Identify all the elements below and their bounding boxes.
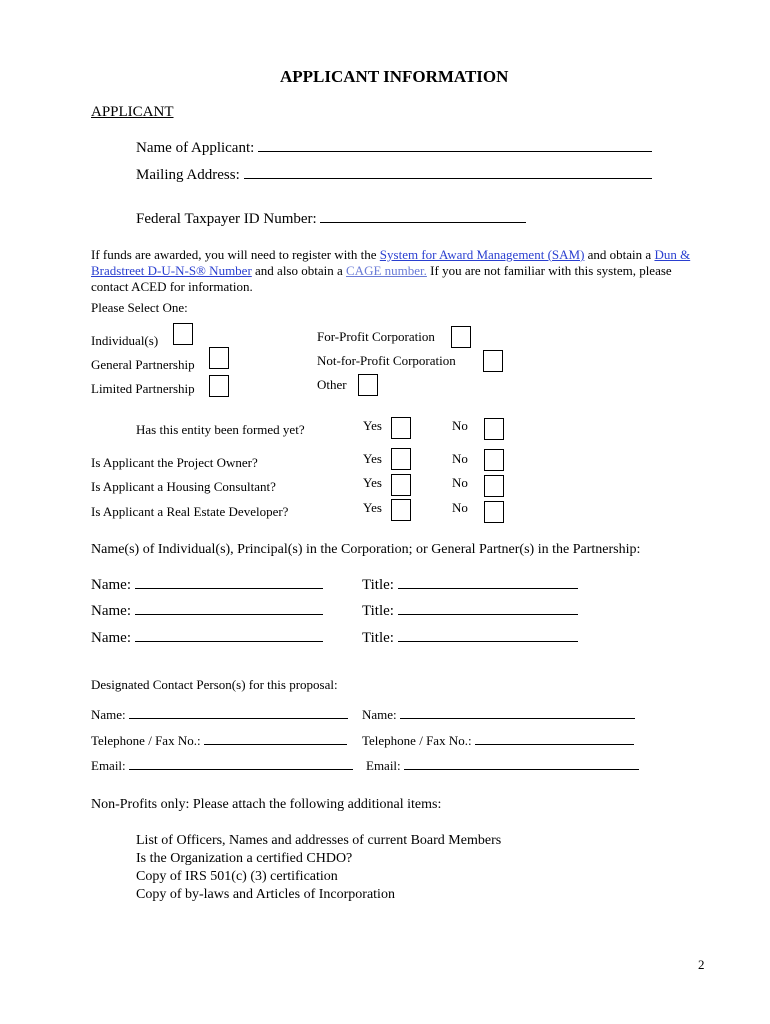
principal-name-field[interactable]: [135, 577, 323, 589]
principal-title-field[interactable]: [398, 603, 578, 615]
other-checkbox[interactable]: [358, 374, 378, 396]
project-owner-no-checkbox[interactable]: [484, 449, 504, 471]
limited-partnership-label: Limited Partnership: [91, 381, 195, 396]
principal-name-label: Name:: [91, 577, 131, 593]
contact-phone-label: Telephone / Fax No.:: [362, 733, 472, 748]
formed-no-checkbox[interactable]: [484, 418, 504, 440]
contact-name-row-1: [91, 707, 348, 723]
principal-name-field[interactable]: [135, 630, 323, 642]
sam-link[interactable]: System for Award Management (SAM): [379, 247, 585, 262]
principal-row-1: [91, 577, 323, 594]
name-of-applicant-label: Name of Applicant:: [136, 140, 255, 156]
name-of-applicant-row: [136, 140, 652, 157]
contact-name-label: Name:: [362, 707, 397, 722]
contact-name-field[interactable]: [400, 707, 635, 719]
general-partnership-label: General Partnership: [91, 357, 195, 372]
housing-consultant-yes-checkbox[interactable]: [391, 474, 411, 496]
limited-partnership-checkbox[interactable]: [209, 375, 229, 397]
formed-yes-checkbox[interactable]: [391, 417, 411, 439]
principal-title-row-3: [362, 630, 578, 647]
federal-taxpayer-id-row: [136, 211, 526, 228]
question-housing-consultant: Is Applicant a Housing Consultant?: [91, 479, 276, 494]
for-profit-label: For-Profit Corporation: [317, 329, 435, 344]
contact-phone-row-1: [91, 733, 347, 749]
principal-title-field[interactable]: [398, 577, 578, 589]
contact-phone-label: Telephone / Fax No.:: [91, 733, 201, 748]
contact-email-label: Email:: [366, 758, 401, 773]
contact-name-row-2: [362, 707, 635, 723]
question-project-owner: Is Applicant the Project Owner?: [91, 455, 258, 470]
principal-row-2: [91, 603, 323, 620]
for-profit-checkbox[interactable]: [451, 326, 471, 348]
yes-label: Yes: [363, 451, 382, 466]
mailing-address-field[interactable]: [244, 167, 652, 179]
principals-heading: Name(s) of Individual(s), Principal(s) in the Corporation; or General Partner(s) in the Partnership:: [91, 542, 641, 557]
yes-label: Yes: [363, 500, 382, 515]
not-for-profit-checkbox[interactable]: [483, 350, 503, 372]
principal-title-label: Title:: [362, 630, 394, 646]
no-label: No: [452, 418, 468, 433]
name-of-applicant-field[interactable]: [258, 140, 652, 152]
individuals-label: Individual(s): [91, 333, 159, 348]
mailing-address-row: [136, 167, 652, 184]
general-partnership-checkbox[interactable]: [209, 347, 229, 369]
question-formed: Has this entity been formed yet?: [136, 422, 305, 437]
principal-title-label: Title:: [362, 577, 394, 593]
yes-label: Yes: [363, 418, 382, 433]
registration-paragraph: If funds are awarded, you will need to register with the System for Award Management (SAM) and obtain a Dun & Bradstreet D-U-N-S® Number and also obtain a CAGE number. If you are not familiar with this system, please contact ACED for information.: [91, 247, 691, 294]
real-estate-developer-yes-checkbox[interactable]: [391, 499, 411, 521]
federal-taxpayer-id-field[interactable]: [320, 211, 526, 223]
nonprofit-item: Copy of IRS 501(c) (3) certification: [136, 869, 338, 884]
principal-name-field[interactable]: [135, 603, 323, 615]
real-estate-developer-no-checkbox[interactable]: [484, 501, 504, 523]
contact-heading: Designated Contact Person(s) for this proposal:: [91, 677, 338, 692]
nonprofit-item: List of Officers, Names and addresses of current Board Members: [136, 833, 502, 848]
contact-email-row-2: [366, 758, 639, 774]
page-number: 2: [698, 957, 705, 972]
nonprofit-item: Copy of by-laws and Articles of Incorporation: [136, 887, 395, 902]
principal-row-3: [91, 630, 323, 647]
principal-title-row-1: [362, 577, 578, 594]
question-real-estate-developer: Is Applicant a Real Estate Developer?: [91, 504, 289, 519]
principal-name-label: Name:: [91, 630, 131, 646]
individuals-checkbox[interactable]: [173, 323, 193, 345]
contact-name-label: Name:: [91, 707, 126, 722]
other-label: Other: [317, 377, 347, 392]
nonprofit-heading: Non-Profits only: Please attach the following additional items:: [91, 797, 442, 812]
contact-email-field[interactable]: [404, 758, 639, 770]
principal-name-label: Name:: [91, 603, 131, 619]
housing-consultant-no-checkbox[interactable]: [484, 475, 504, 497]
federal-taxpayer-id-label: Federal Taxpayer ID Number:: [136, 211, 317, 227]
contact-email-label: Email:: [91, 758, 126, 773]
no-label: No: [452, 500, 468, 515]
nonprofit-item: Is the Organization a certified CHDO?: [136, 851, 353, 866]
mailing-address-label: Mailing Address:: [136, 167, 240, 183]
contact-phone-row-2: [362, 733, 634, 749]
not-for-profit-label: Not-for-Profit Corporation: [317, 353, 456, 368]
no-label: No: [452, 451, 468, 466]
no-label: No: [452, 475, 468, 490]
section-heading-applicant: APPLICANT: [91, 104, 174, 120]
principal-title-label: Title:: [362, 603, 394, 619]
contact-name-field[interactable]: [129, 707, 348, 719]
please-select-label: Please Select One:: [91, 300, 188, 315]
cage-link[interactable]: CAGE number.: [346, 263, 427, 278]
page-title: APPLICANT INFORMATION: [280, 67, 509, 86]
project-owner-yes-checkbox[interactable]: [391, 448, 411, 470]
contact-phone-field[interactable]: [475, 733, 634, 745]
duns-link[interactable]: Dun & Bradstreet D-U-N-S® Number: [91, 247, 691, 278]
principal-title-field[interactable]: [398, 630, 578, 642]
contact-email-field[interactable]: [129, 758, 353, 770]
contact-phone-field[interactable]: [204, 733, 347, 745]
yes-label: Yes: [363, 475, 382, 490]
principal-title-row-2: [362, 603, 578, 620]
contact-email-row-1: [91, 758, 353, 774]
